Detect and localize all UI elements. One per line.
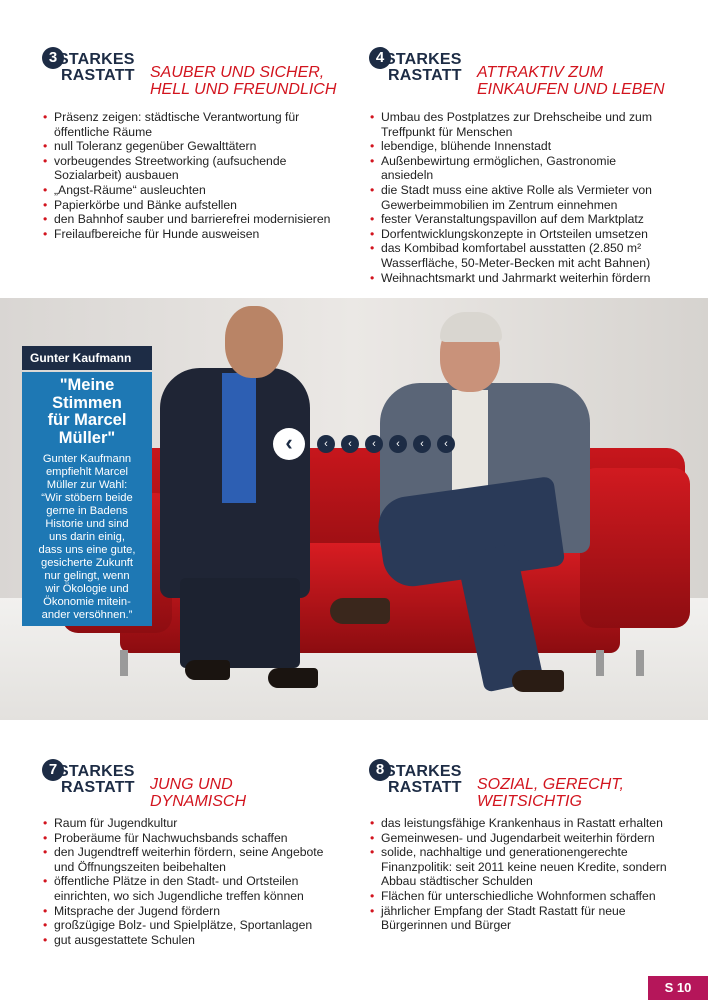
- list-item: • Umbau des Postplatzes zur Drehscheibe und zum Treffpunkt für Menschen: [369, 110, 669, 139]
- section-3-list: [42, 110, 332, 241]
- section-title: SOZIAL, GERECHT, WEITSICHTIG: [477, 776, 624, 810]
- brand-label: STARKES RASTATT: [385, 51, 462, 84]
- section-7-list: [42, 816, 332, 947]
- sofa-leg: [120, 650, 128, 676]
- list-item: • den Bahnhof sauber und barrierefrei modernisieren: [42, 212, 332, 227]
- section-8-list: [369, 816, 669, 933]
- list-item: • fester Veranstaltungspavillon auf dem Marktplatz: [369, 212, 669, 227]
- list-item: • Papierkörbe und Bänke aufstellen: [42, 198, 332, 213]
- list-item: • Mitsprache der Jugend fördern: [42, 904, 332, 919]
- section-4-header: [369, 44, 699, 100]
- list-item: • Proberäume für Nachwuchsbands schaffen: [42, 831, 332, 846]
- brand-label: STARKES RASTATT: [58, 763, 135, 796]
- carousel-dot[interactable]: ‹: [437, 435, 455, 453]
- carousel-dot[interactable]: ‹: [365, 435, 383, 453]
- section-title: JUNG UND DYNAMISCH: [150, 776, 247, 810]
- carousel-dot[interactable]: ‹: [413, 435, 431, 453]
- section-title: ATTRAKTIV ZUM EINKAUFEN UND LEBEN: [477, 64, 665, 98]
- list-item: • öffentliche Plätze in den Stadt- und Ortsteilen einrichten, wo sich Jugendliche treffen können: [42, 874, 332, 903]
- list-item: • Flächen für unterschiedliche Wohnformen schaffen: [369, 889, 669, 904]
- sofa-leg: [596, 650, 604, 676]
- man-left-legs: [180, 578, 300, 668]
- list-item: • vorbeugendes Streetworking (aufsuchende Sozialarbeit) ausbauen: [42, 154, 332, 183]
- section-7-header: [42, 756, 362, 812]
- list-item: • Dorfentwicklungskonzepte in Ortsteilen umsetzen: [369, 227, 669, 242]
- man-left-head: [225, 306, 283, 378]
- list-item: • gut ausgestattete Schulen: [42, 933, 332, 948]
- list-item: • Weihnachtsmarkt und Jahrmarkt weiterhin fördern: [369, 271, 669, 286]
- shoe: [512, 670, 564, 692]
- list-item: • Freilaufbereiche für Hunde ausweisen: [42, 227, 332, 242]
- list-item: • Außenbewirtung ermöglichen, Gastronomie ansiedeln: [369, 154, 669, 183]
- carousel-prev-button[interactable]: ‹: [273, 428, 305, 460]
- list-item: • Präsenz zeigen: städtische Verantwortung für öffentliche Räume: [42, 110, 332, 139]
- carousel-dot[interactable]: ‹: [389, 435, 407, 453]
- red-sofa-right-arm: [580, 468, 690, 628]
- man-left-shirt: [222, 373, 256, 503]
- list-item: • großzügige Bolz- und Spielplätze, Sportanlagen: [42, 918, 332, 933]
- list-item: • das Kombibad komfortabel ausstatten (2.850 m² Wasserfläche, 50-Meter-Becken mit acht Bahnen): [369, 241, 669, 270]
- carousel-dot[interactable]: ‹: [317, 435, 335, 453]
- brand-label: STARKES RASTATT: [58, 51, 135, 84]
- section-number-badge: 8: [369, 759, 391, 781]
- list-item: • den Jugendtreff weiterhin fördern, seine Angebote und Öffnungszeiten beibehalten: [42, 845, 332, 874]
- list-item: • jährlicher Empfang der Stadt Rastatt für neue Bürgerinnen und Bürger: [369, 904, 669, 933]
- list-item: • null Toleranz gegenüber Gewalttätern: [42, 139, 332, 154]
- section-number-badge: 4: [369, 47, 391, 69]
- section-title: SAUBER UND SICHER, HELL UND FREUNDLICH: [150, 64, 337, 98]
- section-number-badge: 7: [42, 759, 64, 781]
- testimonial-headline: "Meine Stimmen für Marcel Müller": [47, 376, 127, 447]
- section-4-list: [369, 110, 669, 285]
- section-4: [369, 44, 699, 285]
- testimonial-text: Gunter Kaufmann empfiehlt Marcel Müller zur Wahl: “Wir stöbern beide gerne in Badens Historie und sind uns darin einig, dass uns eine gute, gesicherte Zukunft nur gelingt, wenn wir Ökologie und Ökonomie mitein- ander versöhnen.”: [38, 453, 136, 621]
- list-item: • Gemeinwesen- und Jugendarbeit weiterhin fördern: [369, 831, 669, 846]
- shoe: [330, 598, 390, 624]
- list-item: • „Angst-Räume“ ausleuchten: [42, 183, 332, 198]
- list-item: • die Stadt muss eine aktive Rolle als Vermieter von Gewerbeimmobilien im Zentrum einnehmen: [369, 183, 669, 212]
- list-item: • solide, nachhaltige und generationengerechte Finanzpolitik: seit 2011 keine neuen Kredite, sondern Abbau städtischer Schulden: [369, 845, 669, 889]
- section-number-badge: 3: [42, 47, 64, 69]
- image-carousel-controls: [273, 428, 483, 460]
- sofa-leg: [636, 650, 644, 676]
- page-number: S 10: [648, 976, 708, 1000]
- shoe: [185, 660, 230, 680]
- brand-label: STARKES RASTATT: [385, 763, 462, 796]
- list-item: • lebendige, blühende Innenstadt: [369, 139, 669, 154]
- section-3-header: [42, 44, 362, 100]
- section-8: [369, 756, 699, 933]
- list-item: • Raum für Jugendkultur: [42, 816, 332, 831]
- section-3: [42, 44, 362, 241]
- testimonial-quote-box: [22, 372, 152, 626]
- section-8-header: [369, 756, 699, 812]
- shoe: [268, 668, 318, 688]
- carousel-dot[interactable]: ‹: [341, 435, 359, 453]
- section-7: [42, 756, 362, 947]
- list-item: • das leistungsfähige Krankenhaus in Rastatt erhalten: [369, 816, 669, 831]
- testimonial-name: Gunter Kaufmann: [22, 346, 152, 370]
